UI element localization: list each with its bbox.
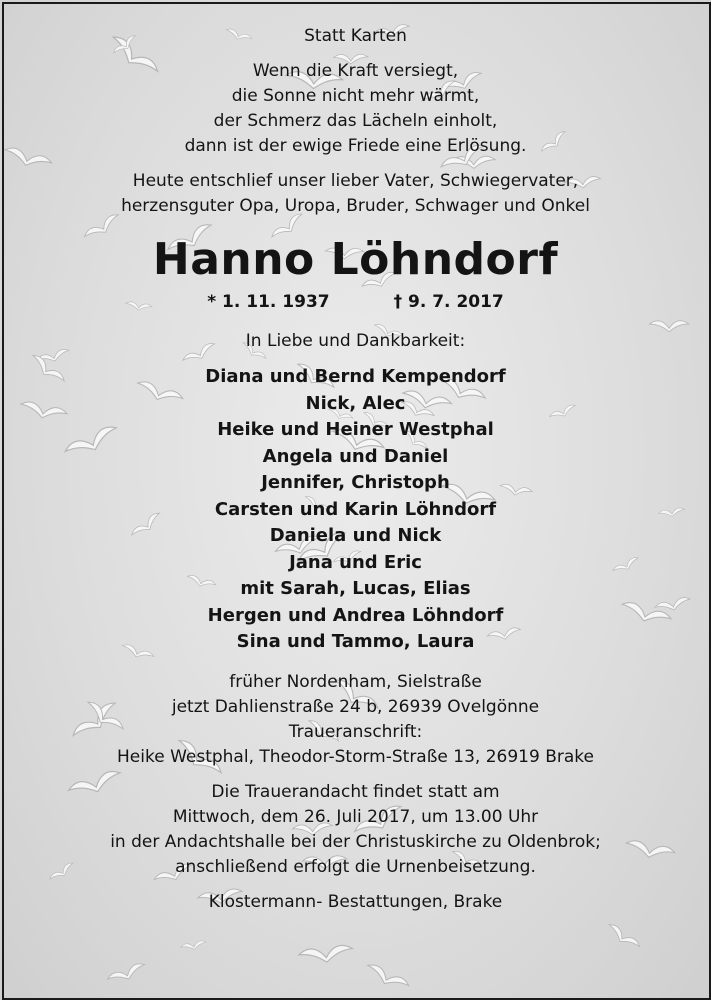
poem-line: Wenn die Kraft versiegt, <box>252 61 459 81</box>
family-member: Heike und Heiner Westphal <box>217 419 494 440</box>
family-list <box>0 364 711 656</box>
seagull-icon <box>364 962 411 994</box>
heading: Statt Karten <box>304 26 407 46</box>
ceremony-line: in der Andachtshalle bei der Christuskirche zu Oldenbrok; <box>110 831 601 852</box>
family-member: Daniela und Nick <box>269 525 442 546</box>
poem <box>0 59 711 159</box>
life-dates <box>0 289 711 315</box>
poem-line: die Sonne nicht mehr wärmt, <box>231 86 480 106</box>
address-line: jetzt Dahlienstraße 24 b, 26939 Ovelgönne <box>171 696 540 717</box>
poem-line: der Schmerz das Lächeln einholt, <box>213 111 498 131</box>
address-line: früher Nordenham, Sielstraße <box>229 671 482 692</box>
seagull-icon <box>106 962 147 987</box>
announcement <box>0 169 711 219</box>
announcement-line: herzensguter Opa, Uropa, Bruder, Schwager und Onkel <box>121 196 590 216</box>
birth-date: * 1. 11. 1937 <box>207 292 330 312</box>
seagull-icon <box>181 940 207 952</box>
family-member: Hergen und Andrea Löhndorf <box>207 604 504 626</box>
mourning-address-label: Traueranschrift: <box>288 721 423 742</box>
announcement-line: Heute entschlief unser lieber Vater, Schwiegervater, <box>132 171 579 191</box>
ceremony-line: anschließend erfolgt die Urnenbeisetzung. <box>175 856 536 877</box>
family-member: Jennifer, Christoph <box>261 472 450 493</box>
ceremony-line: Die Trauerandacht findet statt am <box>211 781 500 802</box>
ceremony-info <box>0 780 711 880</box>
mourning-address: Heike Westphal, Theodor-Storm-Straße 13, 26919 Brake <box>117 746 594 767</box>
residence <box>0 670 711 720</box>
gratitude-line: In Liebe und Dankbarkeit: <box>245 331 466 351</box>
undertaker: Klostermann- Bestattungen, Brake <box>208 891 503 912</box>
family-member: Sina und Tammo, Laura <box>236 631 475 652</box>
family-member: Nick, Alec <box>305 392 406 414</box>
family-member: Diana und Bernd Kempendorf <box>205 366 506 387</box>
family-member: Jana und Eric <box>289 551 422 573</box>
deceased-name: Hanno Löhndorf <box>152 234 559 285</box>
family-member: Carsten und Karin Löhndorf <box>214 498 497 520</box>
family-member: Angela und Daniel <box>262 445 449 467</box>
obituary-text <box>0 24 711 915</box>
ceremony-line: Mittwoch, dem 26. Juli 2017, um 13.00 Uhr <box>172 806 539 827</box>
seagull-icon <box>298 944 353 965</box>
family-member: mit Sarah, Lucas, Elias <box>240 578 471 599</box>
seagull-icon <box>605 922 641 952</box>
poem-line: dann ist der ewige Friede eine Erlösung. <box>184 136 527 156</box>
death-date: † 9. 7. 2017 <box>393 292 504 312</box>
